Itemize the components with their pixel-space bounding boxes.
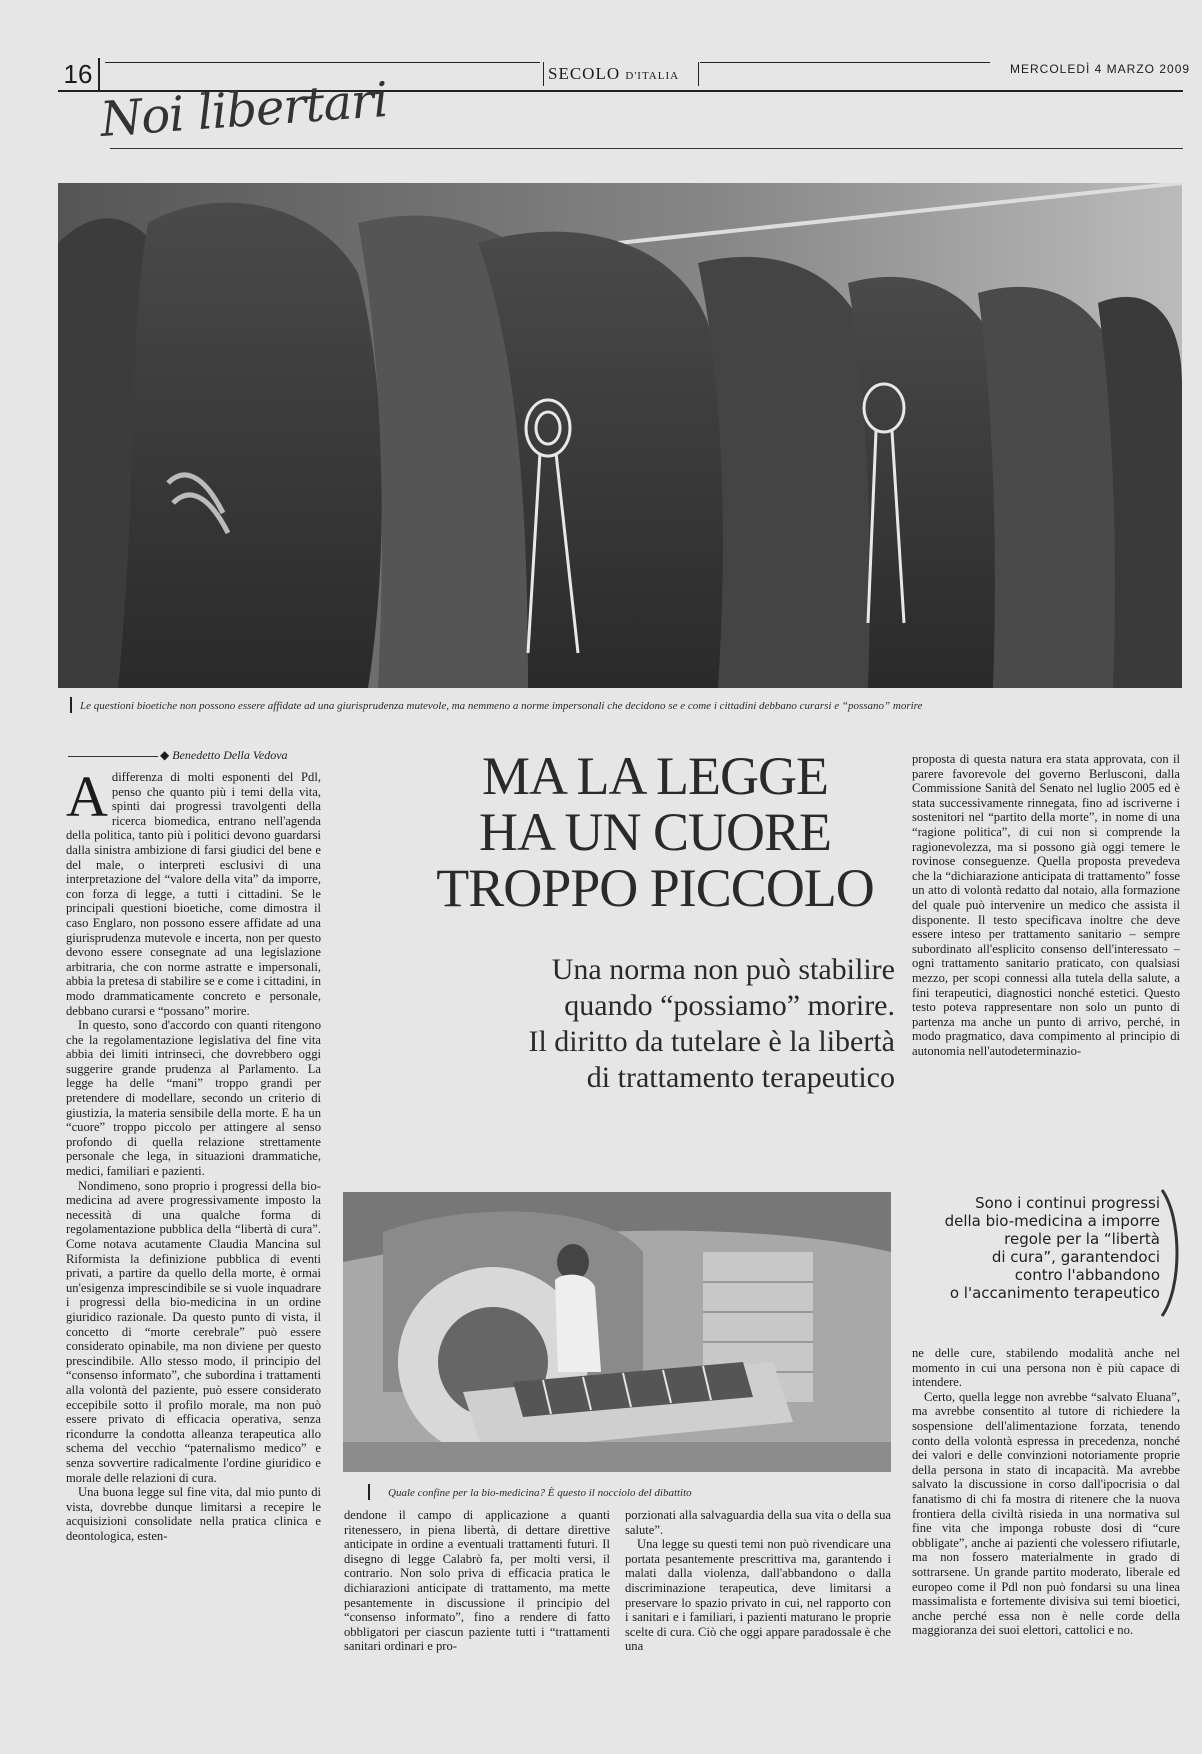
- author-byline: [160, 748, 288, 763]
- byline-diamond-icon: ◆: [160, 748, 173, 762]
- paragraph: dendone il campo di applicazione a quanti ritenessero, in piena libertà, di dettare direttive anticipate in ordine a eventuali trattamenti futuri. Il disegno di legge Calabrò fa, per molti versi, il contrario. Non solo priva di efficacia pratica le dichiarazioni anticipate di trattamento, ma mette pesantemente in discussione il principio del “consenso informato”, fino a rendere di fatto obbligatori per ciascun paziente tutti i “trattamenti sanitari ordinari e pro-: [344, 1508, 610, 1654]
- article-column-2: [344, 1508, 610, 1733]
- robes-illustration: [58, 183, 1182, 688]
- pull-quote-line: contro l'abbandono: [1014, 1266, 1160, 1284]
- mri-photo-caption: Quale confine per la bio-medicina? È questo il nocciolo del dibattito: [388, 1487, 692, 1499]
- newspaper-name-main: SECOLO: [548, 64, 621, 83]
- subheadline-line: Una norma non può stabilire: [551, 953, 895, 986]
- pull-quote-bracket: [1160, 1188, 1184, 1318]
- caption-bar: [368, 1484, 370, 1500]
- headline-line: HA UN CUORE: [478, 802, 832, 862]
- subheadline-line: di trattamento terapeutico: [586, 1061, 895, 1094]
- paragraph: ne delle cure, stabilendo modalità anche nel momento in cui una persona non è più capace di intendere.: [912, 1346, 1180, 1390]
- subheadline-line: Il diritto da tutelare è la libertà: [528, 1025, 895, 1058]
- paragraph: differenza di molti esponenti del Pdl, penso che quanto più i temi della vita, spinti dai progressi travolgenti della ricerca biomedica, entrano nell'agenda della politica, tanto più i politici devono guardarsi dalla sinistra ambizione di farsi giudici del bene e del male, o interpreti esclusivi di una interpretazione del “valore della vita” da imporre, con forza di legge, a tutti i cittadini. Se le principali questioni bioetiche, come dimostra il caso Englaro, non possono essere affidate ad una giurisprudenza mutevole e incerta, non per questo devono essere consegnate ad una legislazione arbitraria, che con norme astratte e impersonali, abbia la pretesa di stabilire se e come i cittadini, in modo drammaticamente concreto e personale, debbano curarsi e “possano” morire.: [66, 770, 321, 1018]
- pull-quote-line: regole per la “libertà: [1004, 1230, 1160, 1248]
- pull-quote-line: della bio-medicina a imporre: [944, 1212, 1160, 1230]
- paragraph: Una legge su questi temi non può rivendicare una portata pesantemente prescrittiva ma, garantendo i malati dalla violenza, dall'abbandono o dalla discriminazione terapeutica, deve limitarsi a preservare lo spazio privato in cui, nel rapporto con i sanitari e i familiari, i pazienti maturano le proprie scelte di cura. Ciò che oggi appare paradossale è che una: [625, 1537, 891, 1654]
- issue-date: MERCOLEDÌ 4 MARZO 2009: [1010, 62, 1191, 76]
- drop-cap: A: [66, 770, 108, 829]
- section-rule: [110, 148, 1183, 149]
- mri-scanner-illustration: [343, 1192, 891, 1472]
- mri-photo: [343, 1192, 891, 1472]
- article-column-4-bottom: [912, 1346, 1180, 1736]
- byline-rule: [68, 756, 158, 757]
- paragraph: porzionati alla salvaguardia della sua vita o della sua salute”.: [625, 1508, 891, 1537]
- paragraph: proposta di questa natura era stata approvata, con il parere favorevole del governo Berlusconi, dalla Commissione Sanità del Senato nel luglio 2005 ed è stata successivamente rinnegata, fino ad iscriverne i sostenitori nel “partito della morte”, in nome di una “ragione politica”, di cui non si comprende la ragionevolezza, ma si possono già oggi temere le rovinose conseguenze. Quella proposta prevedeva che la “dichiarazione anticipata di trattamento” fosse un atto di volontà redatto dal notaio, alla formazione del quale può intervenire un medico che assista il disponente. Il testo specificava inoltre che deve essere inteso per trattamento sanitario – sempre subordinato all'esplicito consenso dell'interessato – ogni trattamento sanitario praticato, con qualsiasi mezzo, per scopi connessi alla tutela della salute, a fini terapeutici, diagnostici nonché estetici. Questo testo poteva rappresentare non solo un punto di partenza ma anche un punto di arrivo, perché, in modo pragmatico, dava compimento al principio di autonomia nell'autodeterminazio-: [912, 752, 1180, 1058]
- header-divider: [698, 62, 699, 86]
- article-column-4-top: [912, 752, 1180, 1192]
- newspaper-name-suffix: D'ITALIA: [625, 70, 680, 82]
- headline: [420, 748, 890, 916]
- section-rubric: Noi libertari: [98, 72, 390, 148]
- paragraph: Certo, quella legge non avrebbe “salvato Eluana”, ma avrebbe consentito al tutore di richiedere la sospensione dell'alimentazione forzata, tenendo conto della volontà espressa in precedenza, nonché dei valori e delle convinzioni notoriamente proprie della persona in stato di incapacità. Ma avrebbe salvato la discussione in corso dall'ipocrisia o dal fanatismo di chi fa mostra di ritenere che la nuova frontiera della civiltà risieda in una normativa sul fine vita che imponga robuste dosi di “cure obbligate”, anche ai pazienti che volessero rifiutarle, ma non fossero materialmente in grado di sottrarsene. Un grande partito moderato, liberale ed europeo come il Pdl non può fondarsi su una linea massimalista e fortemente divisiva sui temi bioetici, anche perché essa non è nelle corde della maggioranza dei suoi elettori, cattolici e no.: [912, 1389, 1180, 1638]
- subheadline: [410, 952, 895, 1096]
- pull-quote-line: Sono i continui progressi: [975, 1194, 1160, 1212]
- article-column-3: [625, 1508, 891, 1733]
- caption-bar: [70, 697, 72, 713]
- pull-quote-line: o l'accanimento terapeutico: [949, 1284, 1160, 1302]
- header-divider: [543, 62, 544, 86]
- headline-line: MA LA LEGGE: [482, 746, 828, 806]
- page-number: 16: [58, 58, 100, 90]
- lead-photo: [58, 183, 1182, 688]
- header-rule: [700, 62, 990, 63]
- author-name: Benedetto Della Vedova: [172, 748, 288, 762]
- newspaper-name: [548, 64, 679, 84]
- subheadline-line: quando “possiamo” morire.: [564, 989, 895, 1022]
- header-rule: [105, 62, 540, 63]
- lead-photo-caption: Le questioni bioetiche non possono essere affidate ad una giurisprudenza mutevole, ma nemmeno a norme impersonali che decidono se e come i cittadini debbano curarsi e “possano” morire: [80, 700, 923, 712]
- article-column-1: [66, 770, 321, 1720]
- paragraph: Una buona legge sul fine vita, dal mio punto di vista, dovrebbe dunque limitarsi a recepire le acquisizioni consolidate nella pratica clinica e deontologica, esten-: [66, 1485, 321, 1543]
- pull-quote-line: di cura”, garantendoci: [991, 1248, 1160, 1266]
- pull-quote: [890, 1194, 1160, 1302]
- paragraph: Nondimeno, sono proprio i progressi della bio-medicina ad avere progressivamente imposto la necessità di una qualche forma di regolamentazione pubblica della “libertà di cura”. Come notava acutamente Claudia Mancina sul Riformista la definizione pubblica di eventi privati, a partire da quello della morte, è ormai un'esigenza imprescindibile se si vuole inquadrare i progressi della bio-medicina in un ordine giuridico razionale. Da questo punto di vista, il concetto di “morte cerebrale” può essere considerato opinabile, ma non diviene per questo prescindibile. Allo stesso modo, il principio del “consenso informato”, che subordina i trattamenti alla volontà del paziente, può essere considerato eccepibile sotto il profilo morale, ma non può essere privato di efficacia operativa, senza ricondurre la condotta alleanza terapeutica allo schema del vecchio “paternalismo medico” e senza sovvertire radicalmente l'ordine giuridico e morale delle relazioni di cura.: [66, 1178, 321, 1485]
- headline-line: TROPPO PICCOLO: [436, 858, 874, 918]
- paragraph: In questo, sono d'accordo con quanti ritengono che la regolamentazione legislativa del fine vita abbia dei limiti intrinseci, che dovrebbero oggi suggerire grande prudenza al Parlamento. La legge ha delle “mani” troppo grandi per pretendere di modellare, secondo un criterio di giustizia, la materia sensibile della morte. E ha un “cuore” troppo piccolo per attingere al senso profondo di quella relazione strettamente personale che lega, in situazioni drammatiche, medici, familiari e pazienti.: [66, 1018, 321, 1179]
